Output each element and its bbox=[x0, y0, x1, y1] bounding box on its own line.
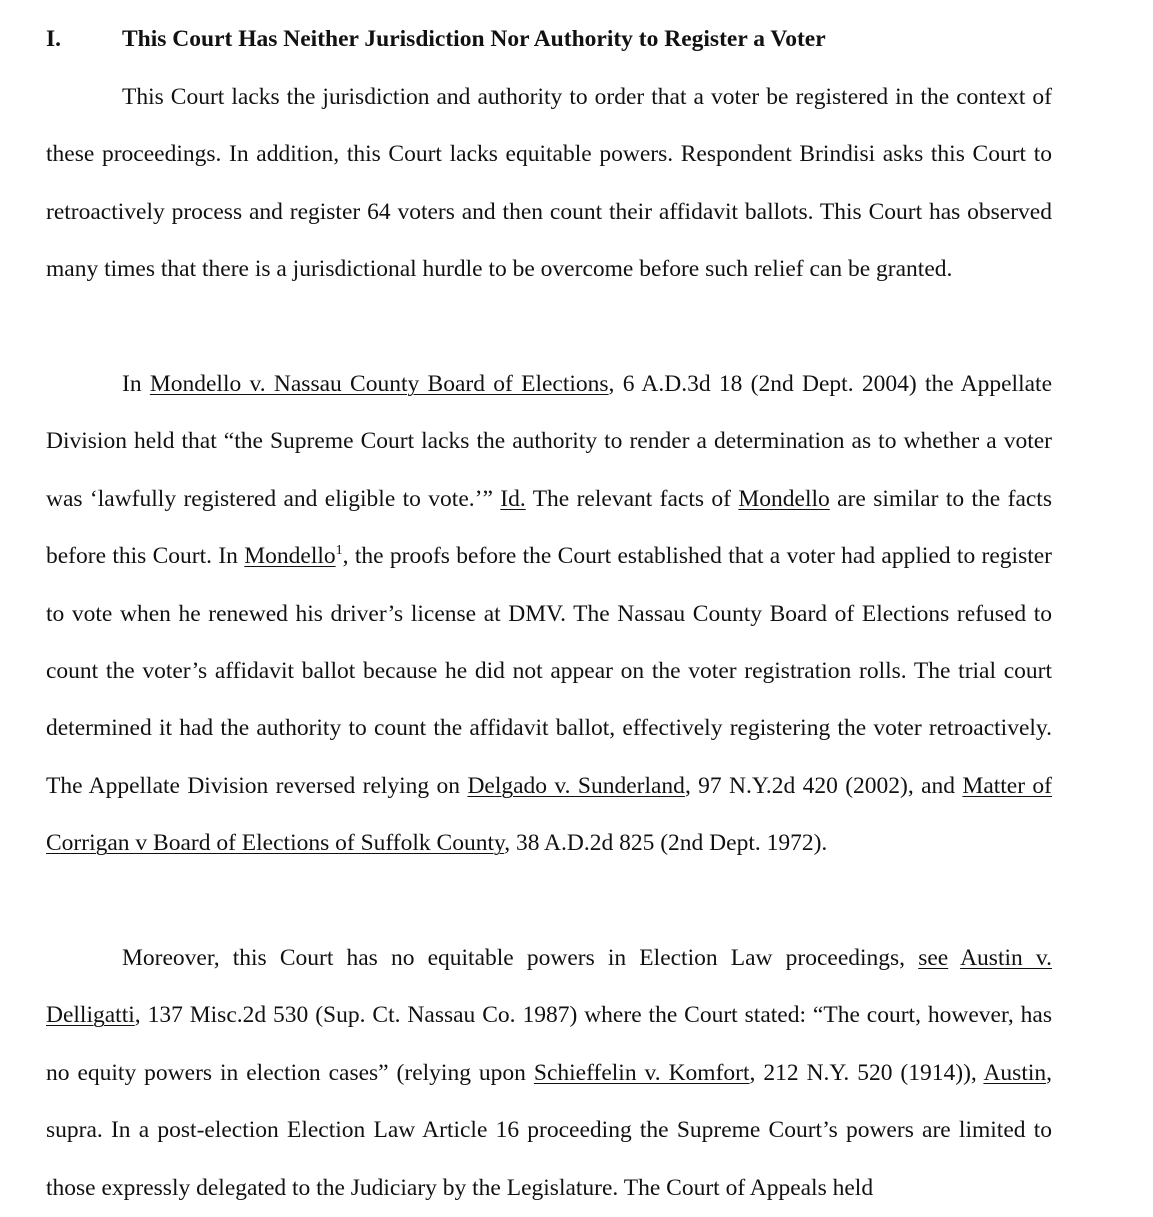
text-run: , the proofs before the Court established that a voter had applied to register to vote when he renewed his driver’s license at DMV. The Nassau County Board of Elections refused to count the voter’s affidavit ballot because he did not appear on the voter registration rolls. The trial court determined it had the authority to count the affidavit ballot, effectively registering the voter retroactively. The Appellate Division reversed relying on bbox=[46, 543, 1052, 799]
text-run: , 6 A.D.3d 18 (2nd Dept. 2004) the Appellate Division held that “the Supreme Court lacks the authority to render a determination as to whether a voter was ‘lawfully registered and eligible to vote.’” bbox=[46, 371, 1053, 512]
case-citation-delgado: Delgado v. Sunderland bbox=[467, 772, 685, 799]
text-run: , 212 N.Y. 520 (1914)), bbox=[749, 1059, 984, 1086]
text-run bbox=[948, 945, 960, 971]
case-citation-mondello-short: Mondello bbox=[244, 543, 336, 570]
text-run: , 97 N.Y.2d 420 (2002), and bbox=[684, 772, 963, 799]
case-citation-schieffelin: Schieffelin v. Komfort bbox=[533, 1059, 750, 1086]
paragraph-jurisdiction: This Court lacks the jurisdiction and authority to order that a voter be registered in the context of these proceedings. In addition, this Court lacks equitable powers. Respondent Brindisi asks this Court to retroactively process and register 64 voters and then count their affidavit ballots. This Court has observed many times that there is a jurisdictional hurdle to be overcome before such relief can be granted. bbox=[46, 84, 1052, 283]
text-run: , 137 Misc.2d 530 (Sup. Ct. Nassau Co. 1987) where the Court stated: “The court, however, has no equity powers in election cases” (relying upon bbox=[46, 1002, 1052, 1086]
signal-see: see bbox=[918, 945, 949, 971]
text-run: , supra. In a post-election Election Law Article 16 proceeding the Supreme Court’s powers are limited to those expressly delegated to the Judiciary by the Legislature. The Court of Appeals held bbox=[46, 1059, 1053, 1201]
text-run: Moreover, this Court has no equitable powers in Election Law proceedings, bbox=[122, 945, 919, 971]
paragraph-equitable-powers bbox=[46, 930, 1052, 1217]
text-run: , 38 A.D.2d 825 (2nd Dept. 1972). bbox=[504, 830, 828, 857]
case-citation-austin: Austin v. Delligatti bbox=[46, 945, 1052, 1029]
case-citation-mondello-short: Mondello bbox=[738, 485, 830, 512]
case-citation-austin-short: Austin bbox=[983, 1059, 1047, 1086]
section-heading bbox=[46, 22, 1052, 56]
footnote-reference: 1 bbox=[335, 543, 343, 559]
text-run: are similar to the facts before this Court. In bbox=[46, 485, 1052, 570]
section-title: This Court Has Neither Jurisdiction Nor Authority to Register a Voter bbox=[122, 26, 826, 52]
text-run: The relevant facts of bbox=[525, 485, 739, 512]
case-citation-corrigan: Matter of Corrigan v Board of Elections of Suffolk County bbox=[46, 772, 1053, 857]
section-number: I. bbox=[46, 26, 62, 52]
id-citation: Id. bbox=[500, 485, 526, 512]
paragraph-mondello bbox=[46, 356, 1052, 873]
text-run: In bbox=[122, 371, 150, 397]
case-citation-mondello: Mondello v. Nassau County Board of Elections bbox=[149, 371, 609, 397]
